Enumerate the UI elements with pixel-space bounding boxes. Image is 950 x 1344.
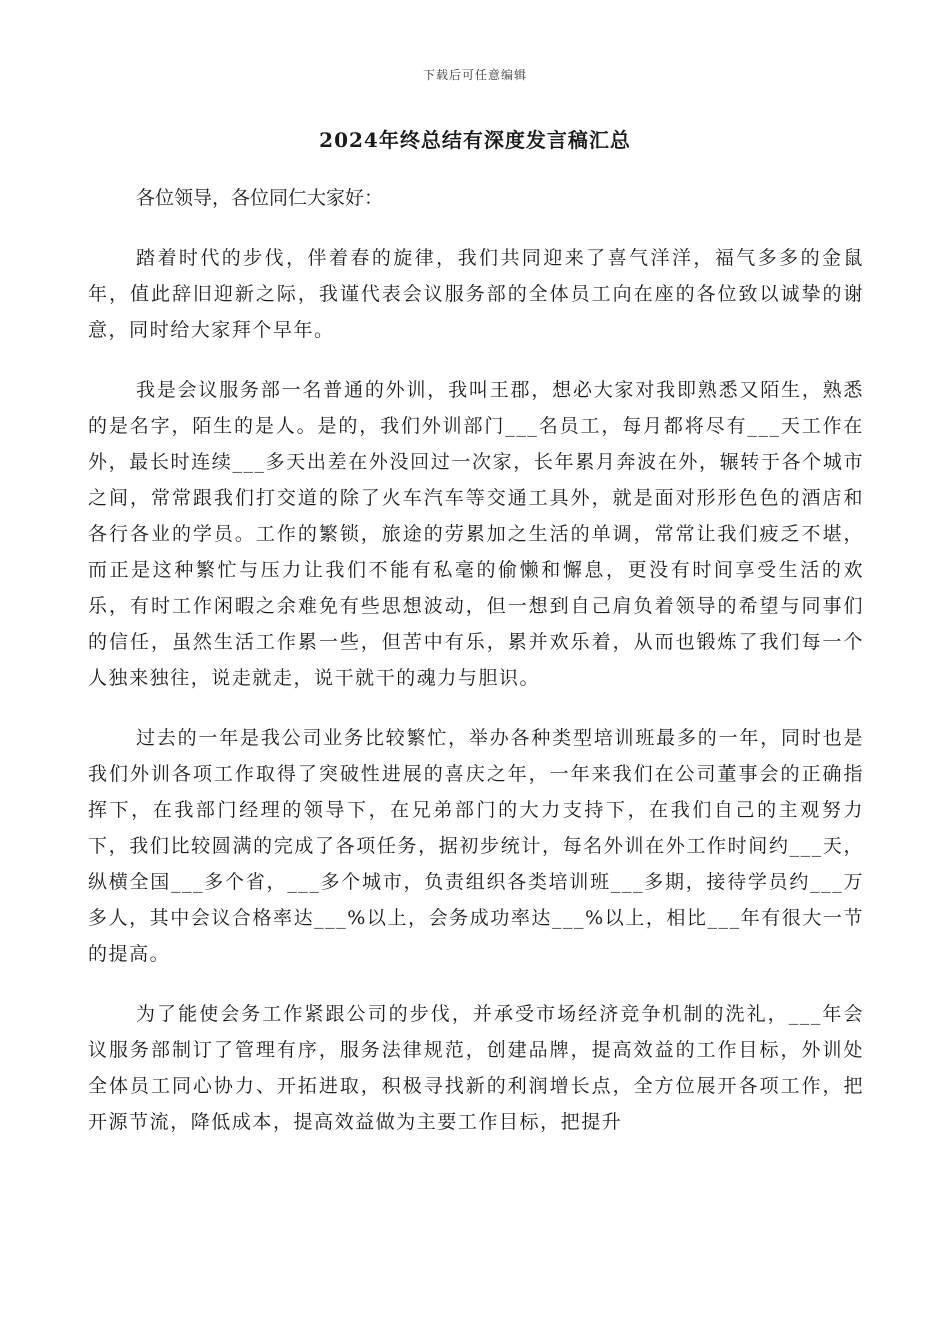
- paragraph-3: 过去的一年是我公司业务比较繁忙，举办各种类型培训班最多的一年，同时也是我们外训各项工作取得了突破性进展的喜庆之年，一年来我们在公司董事会的正确指挥下，在我部门经理的领导下，在兄弟部门的大力支持下，在我们自己的主观努力下，我们比较圆满的完成了各项任务，据初步统计，每名外训在外工作时间约___天，纵横全国___多个省，___多个城市，负责组织各类培训班___多期，接待学员约___万多人，其中会议合格率达___%以上，会务成功率达___%以上，相比___年有很大一节的提高。: [88, 727, 864, 965]
- document-body: [88, 180, 864, 1164]
- paragraph-2: 我是会议服务部一名普通的外训，我叫王郡，想必大家对我即熟悉又陌生，熟悉的是名字，陌生的是人。是的，我们外训部门___名员工，每月都将尽有___天工作在外，最长时连续___多天出差在外没回过一次家，长年累月奔波在外，辗转于各个城市之间，常常跟我们打交道的除了火车汽车等交通工具外，就是面对形形色色的酒店和各行各业的学员。工作的繁锁，旅途的劳累加之生活的单调，常常让我们疲乏不堪，而正是这种繁忙与压力让我们不能有私毫的偷懒和懈息，更没有时间享受生活的欢乐，有时工作闲暇之余难免有些思想波动，但一想到自己肩负着领导的希望与同事们的信任，虽然生活工作累一些，但苦中有乐，累并欢乐着，从而也锻炼了我们每一个人独来独往，说走就走，说干就干的魂力与胆识。: [88, 379, 864, 689]
- header-note: 下载后可任意编辑: [422, 68, 527, 82]
- paragraph-1: 踏着时代的步伐，伴着春的旋律，我们共同迎来了喜气洋洋，福气多多的金鼠年，值此辞旧迎新之际，我谨代表会议服务部的全体员工向在座的各位致以诚挚的谢意，同时给大家拜个早年。: [88, 247, 864, 341]
- document-title: 2024年终总结有深度发言稿汇总: [319, 128, 631, 152]
- greeting: 各位领导，各位同仁大家好：: [136, 187, 384, 209]
- paragraph-4: 为了能使会务工作紧跟公司的步伐，并承受市场经济竞争机制的洗礼，___年会议服务部制订了管理有序，服务法律规范，创建品牌，提高效益的工作目标，外训处全体员工同心协力、开拓进取，积极寻找新的利润增长点，全方位展开各项工作，把开源节流，降低成本，提高效益做为主要工作目标，把提升: [88, 1003, 864, 1133]
